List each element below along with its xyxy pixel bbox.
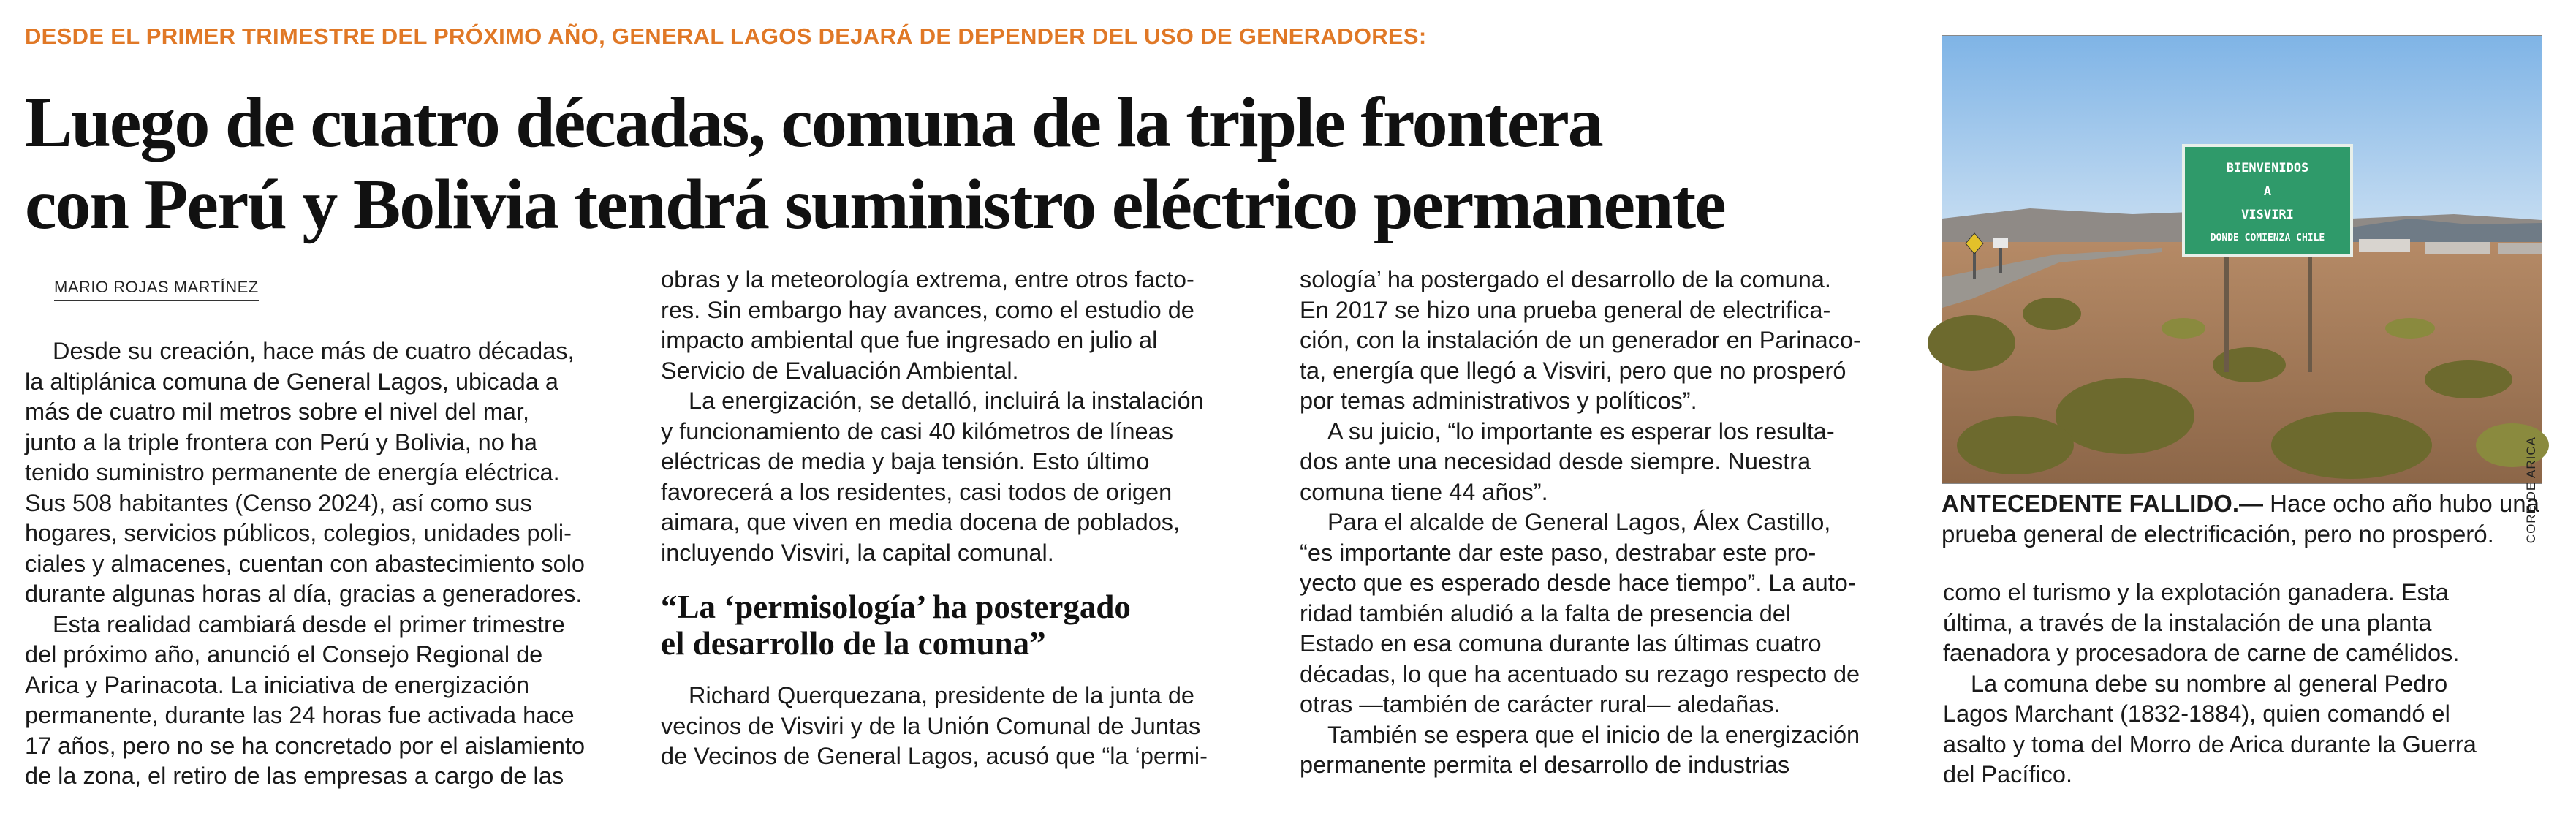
text-line: eléctricas de media y baja tensión. Esto último	[661, 448, 1150, 474]
text-line: ridad también aludió a la falta de presencia del	[1300, 600, 1792, 627]
text-line: por temas administrativos y políticos”.	[1300, 387, 1697, 414]
sign-text-line: A	[2263, 184, 2272, 199]
text-line: otras —también de carácter rural— aledañas.	[1300, 691, 1781, 717]
text-line: décadas, lo que ha acentuado su rezago respecto de	[1300, 660, 1860, 687]
text-line: La energización, se detalló, incluirá la instalación	[689, 387, 1204, 414]
text-line: También se espera que el inicio de la energización	[1327, 721, 1860, 748]
text-line: comuna tiene 44 años”.	[1300, 478, 1548, 505]
text-line: 17 años, pero no se ha concretado por el aislamiento	[25, 732, 586, 759]
text-line: de la zona, el retiro de las empresas a cargo de las	[25, 763, 564, 789]
text-line: obras y la meteorología extrema, entre otros facto-	[661, 266, 1194, 292]
caption-lead: ANTECEDENTE FALLIDO.—	[1942, 490, 2264, 517]
text-line: La comuna debe su nombre al general Pedro	[1971, 670, 2448, 697]
subheading-line-1: “La ‘permisología’ ha postergado	[661, 589, 1131, 625]
text-line: más de cuatro mil metros sobre el nivel del mar,	[25, 398, 529, 425]
sign-text-line: DONDE COMIENZA CHILE	[2210, 232, 2325, 243]
text-line: ta, energía que llegó a Visviri, pero que no prosperó	[1300, 357, 1846, 384]
text-line: Estado en esa comuna durante las últimas cuatro	[1300, 630, 1822, 657]
caption-line-1	[1942, 488, 2563, 519]
article-column-1	[25, 336, 624, 792]
article-column-4	[1943, 578, 2557, 790]
text-line: dos ante una necesidad desde siempre. Nuestra	[1300, 448, 1811, 474]
text-line: Arica y Parinacota. La iniciativa de energización	[25, 671, 530, 698]
text-line: Servicio de Evaluación Ambiental.	[661, 357, 1019, 384]
text-line: A su juicio, “lo importante es esperar los resulta-	[1327, 417, 1835, 445]
caption-line-2: prueba general de electrificación, pero no prosperó.	[1942, 521, 2494, 548]
text-line: yecto que es esperado desde hace tiempo”. La auto-	[1300, 570, 1856, 596]
text-line: aimara, que viven en media docena de poblados,	[661, 509, 1181, 535]
text-line: Esta realidad cambiará desde el primer trimestre	[53, 610, 565, 638]
photo-caption	[1942, 488, 2563, 550]
byline: MARIO ROJAS MARTÍNEZ	[54, 278, 259, 301]
text-line: En 2017 se hizo una prueba general de electrifica-	[1300, 296, 1831, 323]
headline	[25, 82, 1896, 246]
text-line: hogares, servicios públicos, colegios, unidades poli-	[25, 520, 572, 546]
text-line: impacto ambiental que fue ingresado en julio al	[661, 327, 1158, 353]
text-line: vecinos de Visviri y de la Unión Comunal de Juntas	[661, 712, 1201, 739]
text-line: del próximo año, anunció el Consejo Regional de	[25, 641, 543, 668]
text-line: y funcionamiento de casi 40 kilómetros de líneas	[661, 417, 1173, 445]
subheading-line-2: el desarrollo de la comuna”	[661, 625, 1046, 662]
landscape-illustration	[1942, 36, 2542, 483]
text-line: ción, con la instalación de un generador en Parinaco-	[1300, 327, 1861, 353]
text-line: “es importante dar este paso, destrabar este pro-	[1300, 539, 1817, 566]
kicker: DESDE EL PRIMER TRIMESTRE DEL PRÓXIMO AÑO, GENERAL LAGOS DEJARÁ DE DEPENDER DEL USO DE GENERADORES:	[25, 23, 1427, 49]
text-line: favorecerá a los residentes, casi todos de origen	[661, 478, 1173, 505]
text-line: última, a través de la instalación de una planta	[1943, 609, 2432, 636]
article-column-3	[1300, 265, 1914, 781]
text-line: Para el alcalde de General Lagos, Álex Castillo,	[1327, 509, 1831, 535]
text-line: res. Sin embargo hay avances, como el estudio de	[661, 296, 1194, 323]
text-line: como el turismo y la explotación ganadera. Esta	[1943, 579, 2449, 605]
text-line: Lagos Marchant (1832-1884), quien comandó el	[1943, 700, 2450, 727]
text-line: tenido suministro permanente de energía eléctrica.	[25, 459, 560, 485]
text-line: sología’ ha postergado el desarrollo de la comuna.	[1300, 266, 1831, 292]
text-line: permanente, durante las 24 horas fue activada hace	[25, 702, 575, 728]
text-line: asalto y toma del Morro de Arica durante la Guerra	[1943, 730, 2477, 757]
text-line: de Vecinos de General Lagos, acusó que “la ‘permi-	[661, 743, 1208, 769]
text-line: durante algunas horas al día, gracias a generadores.	[25, 581, 583, 607]
text-line: la altiplánica comuna de General Lagos, ubicada a	[25, 368, 558, 395]
text-line: Richard Querquezana, presidente de la junta de	[689, 682, 1194, 708]
text-line: incluyendo Visviri, la capital comunal.	[661, 539, 1054, 566]
text-line: del Pacífico.	[1943, 761, 2073, 787]
article-column-2	[661, 265, 1275, 772]
text-line: Sus 508 habitantes (Censo 2024), así como sus	[25, 489, 532, 516]
text-line: faenadora y procesadora de carne de camélidos.	[1943, 640, 2460, 666]
sign-text-line: BIENVENIDOS	[2226, 161, 2309, 175]
text-line: permanente permita el desarrollo de industrias	[1300, 752, 1790, 778]
sign-text-line: VISVIRI	[2241, 208, 2294, 222]
headline-line-2: con Perú y Bolivia tendrá suministro eléctrico permanente	[25, 165, 1725, 244]
caption-text: Hace ocho año hubo una	[2263, 490, 2539, 517]
text-line: ciales y almacenes, cuentan con abastecimiento solo	[25, 550, 585, 577]
photo-credit: CORE DE ARICA	[2524, 436, 2538, 544]
text-line: Desde su creación, hace más de cuatro décadas,	[53, 338, 575, 364]
headline-line-1: Luego de cuatro décadas, comuna de la triple frontera	[25, 83, 1602, 162]
subheading	[661, 589, 1275, 662]
text-line: junto a la triple frontera con Perú y Bolivia, no ha	[25, 428, 537, 455]
